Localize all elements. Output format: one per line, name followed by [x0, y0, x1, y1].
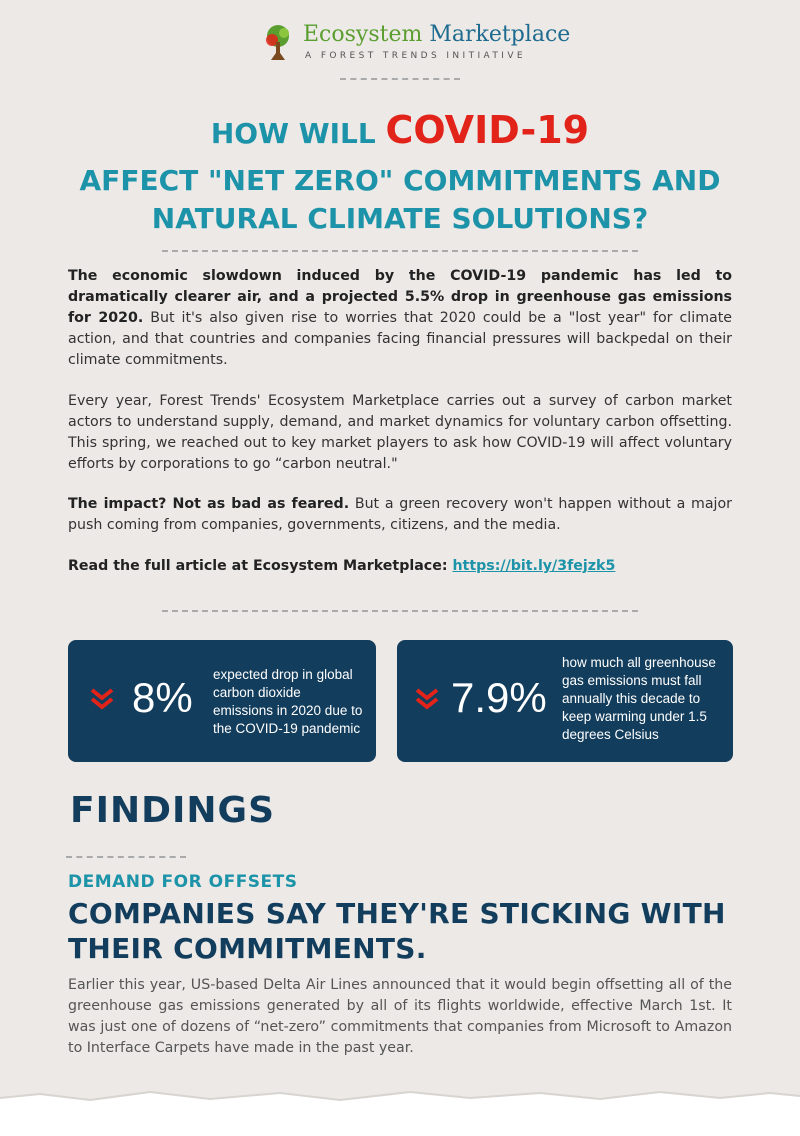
tree-logo-icon — [263, 24, 293, 62]
headline-line-3: NATURAL CLIMATE SOLUTIONS? — [151, 202, 649, 235]
headline-line-2: AFFECT "NET ZERO" COMMITMENTS AND — [79, 164, 721, 197]
headline-line-1: HOW WILL COVID-19 — [210, 108, 590, 152]
divider — [340, 78, 460, 80]
findings-body: Earlier this year, US-based Delta Air Lines announced that it would begin offsetting all of the greenhouse gas emissions generated by all of its flights worldwide, effective March 1st. It was just one of dozens of “net-zero” commitments that companies from Microsoft to Amazon to Interface Carpets have made in the past year. — [68, 977, 732, 1056]
divider — [66, 856, 186, 858]
stat-card — [68, 640, 376, 762]
intro-paragraph-3: The impact? Not as bad as feared. But a green recovery won't happen without a major push coming from companies, governments, citizens, and the media. — [68, 496, 732, 533]
stat-value: 7.9% — [451, 674, 547, 721]
intro-paragraph-1: The economic slowdown induced by the COVID-19 pandemic has led to dramatically clearer air, and a projected 5.5% drop in greenhouse gas emissions for 2020. But it's also given rise to worries that 2020 could be a "lost year" for climate action, and that countries and companies facing financial pressures will backpedal on their climate commitments. — [68, 268, 732, 368]
divider — [162, 250, 638, 252]
section-label: DEMAND FOR OFFSETS — [68, 872, 298, 892]
stat-description: how much all greenhouse gas emissions must fall annually this decade to keep warming under 1.5 degrees Celsius — [562, 655, 716, 742]
stat-value: 8% — [132, 674, 193, 721]
findings-heading: COMPANIES SAY THEY'RE STICKING WITH THEIR COMMITMENTS. — [68, 897, 726, 965]
stat-description: expected drop in global carbon dioxide emissions in 2020 due to the COVID-19 pandemic — [213, 667, 363, 736]
stat-card — [397, 640, 733, 762]
headline-highlight: COVID-19 — [385, 108, 590, 152]
brand-tagline: A FOREST TRENDS INITIATIVE — [305, 51, 527, 61]
double-chevron-down-icon — [90, 688, 114, 710]
divider — [162, 610, 638, 612]
findings-title: FINDINGS — [70, 790, 275, 831]
intro-paragraph-2: Every year, Forest Trends' Ecosystem Marketplace carries out a survey of carbon market actors to understand supply, demand, and market dynamics for voluntary carbon offsetting. This spring, we reached out to key market players to ask how COVID-19 will affect voluntary efforts by corporations to go “carbon neutral." — [68, 393, 732, 472]
ecosystem-marketplace-logo — [263, 22, 571, 64]
article-link[interactable]: https://bit.ly/3fejzk5 — [452, 558, 616, 574]
brand-name: Ecosystem Marketplace — [303, 22, 571, 47]
read-more-line: Read the full article at Ecosystem Marketplace: https://bit.ly/3fejzk5 — [68, 558, 616, 574]
torn-paper-edge — [0, 1080, 800, 1136]
double-chevron-down-icon — [415, 688, 439, 710]
